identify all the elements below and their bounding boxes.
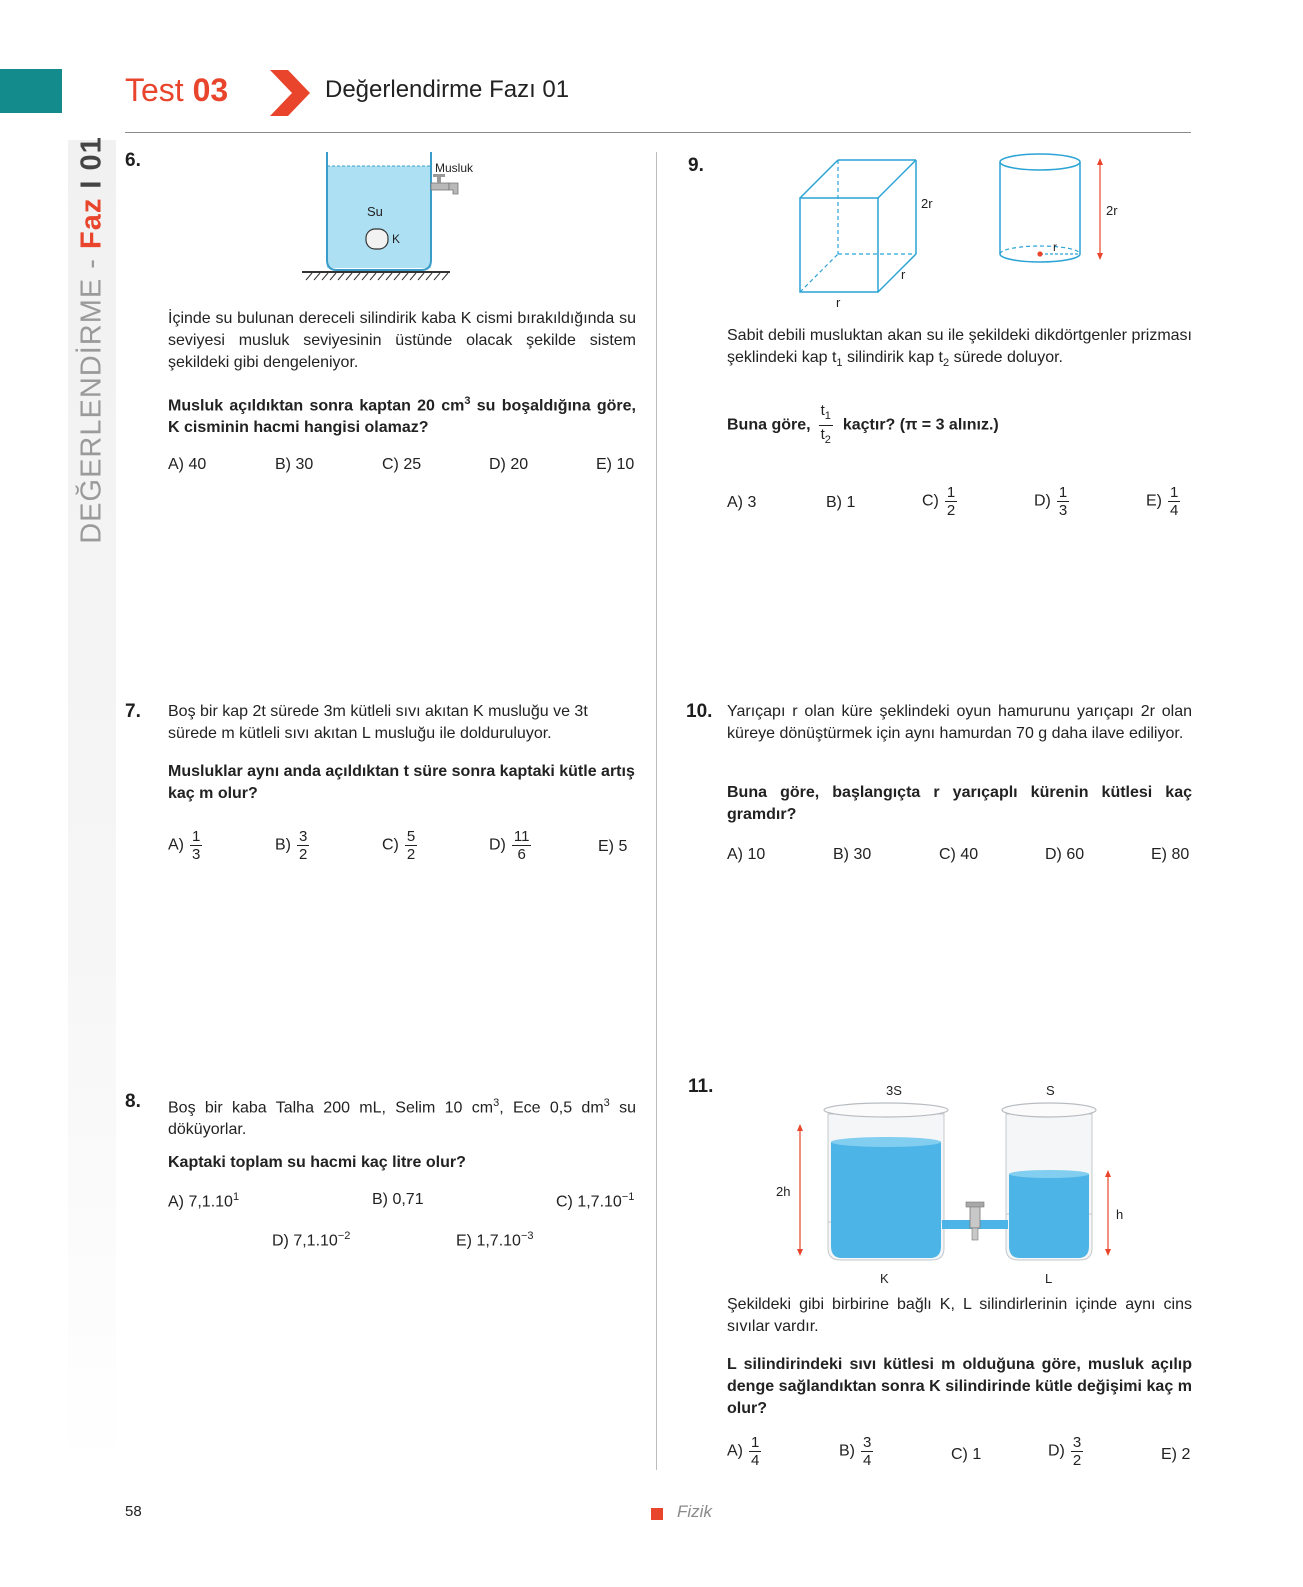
q6-fig-k: K bbox=[392, 232, 401, 246]
q7-option-b[interactable]: B) $\frac{3}{2}$ bbox=[275, 828, 308, 863]
q11-number: 11. bbox=[688, 1076, 714, 1097]
test-label: Test 03 bbox=[125, 72, 229, 108]
q8-number: 8. bbox=[125, 1091, 141, 1112]
q6-fig-su: Su bbox=[367, 204, 383, 219]
q10-option-d[interactable]: D) 60 bbox=[1045, 846, 1085, 863]
q10-text: Yarıçapı r olan küre şeklindeki oyun hamurunu yarıçapı 2r olan küreye dönüştürmek için aynı hamurdan 70 g daha ilave ediliyor. bbox=[727, 703, 1192, 742]
q9-figure bbox=[790, 150, 1130, 312]
q9-option-b[interactable]: B) 1 bbox=[826, 494, 856, 511]
q11-fig-area-l: S bbox=[1046, 1083, 1055, 1098]
q6-option-d[interactable]: D) 20 bbox=[489, 456, 529, 473]
q9-number: 9. bbox=[688, 155, 704, 176]
faucet-icon bbox=[431, 174, 458, 194]
q7-number: 7. bbox=[125, 701, 141, 722]
q11-fig-label-k: K bbox=[880, 1271, 889, 1286]
footer-square-icon bbox=[651, 1508, 663, 1520]
q8-option-e[interactable]: E) $1,7.10^{-3}$ bbox=[456, 1230, 534, 1250]
q11-option-d[interactable]: D) $\frac{3}{2}$ bbox=[1048, 1434, 1082, 1469]
chevron-right-icon bbox=[270, 70, 310, 116]
q8-option-c[interactable]: C) $1,7.10^{-1}$ bbox=[556, 1191, 635, 1211]
q8-option-a[interactable]: A) 7,1.10$^1$ bbox=[168, 1191, 240, 1211]
q6-question: Musluk açıldıktan sonra kaptan 20 $cm^3$ su boşaldığına göre, K cisminin hacmi hangisi olamaz? bbox=[168, 395, 636, 437]
q7-option-d[interactable]: D) $\frac{11}{6}$ bbox=[489, 828, 530, 863]
header-divider bbox=[125, 132, 1191, 133]
q9-option-c[interactable]: C) $\frac{1}{2}$ bbox=[922, 484, 956, 519]
q9-option-e[interactable]: E) $\frac{1}{4}$ bbox=[1146, 484, 1179, 519]
page-title: Değerlendirme Fazı 01 bbox=[325, 76, 570, 103]
sidebar-label: DEĞERLENDİRME - Faz I 01 bbox=[75, 136, 108, 544]
q9-fig-cyl-height: 2r bbox=[1106, 203, 1118, 218]
q9-fig-prism-depth: r bbox=[901, 267, 906, 282]
q9-option-d[interactable]: D) $\frac{1}{3}$ bbox=[1034, 484, 1068, 519]
q9-fig-prism-height: 2r bbox=[921, 196, 933, 211]
q6-number: 6. bbox=[125, 150, 141, 171]
q6-text: İçinde su bulunan dereceli silindirik kaba K cismi bırakıldığında su seviyesi musluk seviyesinin üstünde olacak şekilde sistem şekildeki gibi dengeleniyor. bbox=[168, 310, 636, 371]
q6-option-e[interactable]: E) 10 bbox=[596, 456, 635, 473]
q6-option-a[interactable]: A) 40 bbox=[168, 456, 207, 473]
q9-option-a[interactable]: A) 3 bbox=[727, 494, 757, 511]
q11-fig-label-l: L bbox=[1045, 1271, 1053, 1286]
q7-question: Musluklar aynı anda açıldıktan t süre sonra kaptaki kütle artış kaç m olur? bbox=[168, 763, 635, 802]
page-number: 58 bbox=[125, 1503, 142, 1520]
q11-question: L silindirindeki sıvı kütlesi m olduğuna göre, musluk açılıp denge sağlandıktan sonra K silindirinde kütle değişimi kaç m olur? bbox=[727, 1356, 1192, 1417]
q11-fig-height-k: 2h bbox=[776, 1184, 791, 1199]
q8-option-b[interactable]: B) 0,71 bbox=[372, 1191, 424, 1208]
q11-fig-area-k: 3S bbox=[886, 1083, 902, 1098]
q10-number: 10. bbox=[686, 701, 713, 722]
q11-text: Şekildeki gibi birbirine bağlı K, L silindirlerinin içinde aynı cins sıvılar vardır. bbox=[727, 1296, 1192, 1335]
q11-fig-height-l: h bbox=[1116, 1207, 1124, 1222]
q8-text: Boş bir kaba Talha 200 mL, Selim 10 $cm^3$, Ece 0,5 $dm^3$ su döküyorlar. bbox=[168, 1097, 636, 1139]
q7-option-a[interactable]: A) $\frac{1}{3}$ bbox=[168, 828, 201, 863]
q11-figure bbox=[776, 1078, 1140, 1290]
q9-fig-cyl-radius: r bbox=[1053, 240, 1057, 254]
q7-option-e[interactable]: E) 5 bbox=[598, 838, 628, 855]
q10-option-a[interactable]: A) 10 bbox=[727, 846, 766, 863]
q6-figure bbox=[300, 152, 500, 288]
q11-option-b[interactable]: B) $\frac{3}{4}$ bbox=[839, 1434, 872, 1469]
q10-option-e[interactable]: E) 80 bbox=[1151, 846, 1190, 863]
q10-option-b[interactable]: B) 30 bbox=[833, 846, 872, 863]
q9-fig-prism-width: r bbox=[836, 295, 841, 310]
column-divider bbox=[656, 152, 657, 1470]
q10-option-c[interactable]: C) 40 bbox=[939, 846, 979, 863]
q9-question: Buna göre, $\frac{t_1}{t_2}$ kaçtır? (π = 3 alınız.) bbox=[727, 402, 999, 446]
q6-option-c[interactable]: C) 25 bbox=[382, 456, 422, 473]
q11-option-e[interactable]: E) 2 bbox=[1161, 1446, 1191, 1463]
q7-text: Boş bir kap 2t sürede 3m kütleli sıvı akıtan K musluğu ve 3t sürede m kütleli sıvı akıtan L musluğu ile dolduruluyor. bbox=[168, 703, 588, 742]
q9-text: Sabit debili musluktan akan su ile şekildeki dikdörtgenler prizması şeklindeki kap $t_1$ silindirik kap $t_2$ sürede doluyor. bbox=[727, 327, 1192, 370]
q6-option-b[interactable]: B) 30 bbox=[275, 456, 314, 473]
q6-fig-musluk: Musluk bbox=[435, 161, 474, 175]
q7-option-c[interactable]: C) $\frac{5}{2}$ bbox=[382, 828, 416, 863]
q11-option-c[interactable]: C) 1 bbox=[951, 1446, 982, 1463]
q8-option-d[interactable]: D) $7,1.10^{-2}$ bbox=[272, 1230, 351, 1250]
header-teal-tab bbox=[0, 69, 62, 113]
q10-question: Buna göre, başlangıçta r yarıçaplı kürenin kütlesi kaç gramdır? bbox=[727, 784, 1192, 823]
q11-option-a[interactable]: A) $\frac{1}{4}$ bbox=[727, 1434, 760, 1469]
footer-subject: Fizik bbox=[677, 1502, 712, 1521]
q8-question: Kaptaki toplam su hacmi kaç litre olur? bbox=[168, 1154, 466, 1171]
